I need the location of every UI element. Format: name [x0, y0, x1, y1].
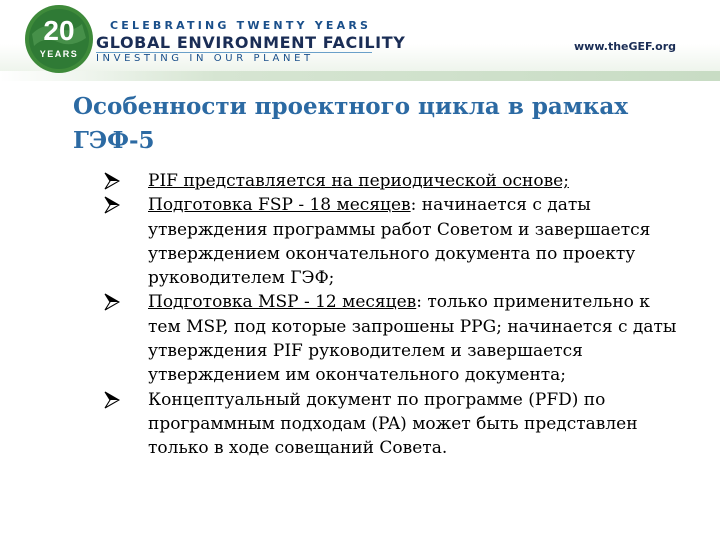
arrow-bullet-icon [104, 172, 120, 190]
bullet-text-underlined: Подготовка FSP - 18 месяцев [148, 195, 411, 216]
bullet-text-underlined: PIF представляется на периодической основе; [148, 171, 569, 191]
celebrating-text: CELEBRATING TWENTY YEARS [110, 19, 372, 32]
website-url[interactable]: www.theGEF.org [574, 40, 676, 53]
bullet-item [100, 193, 680, 290]
slide-title: Особенности проектного цикла в рамках ГЭФ-5 [73, 93, 629, 154]
logo-years: YEARS [39, 49, 79, 59]
bullet-list [100, 169, 680, 461]
gef-20-years-logo [24, 4, 94, 74]
arrow-bullet-icon [104, 293, 120, 311]
bullet-item [100, 290, 680, 387]
tagline: INVESTING IN OUR PLANET [96, 53, 314, 64]
bullet-item [100, 388, 680, 461]
header-band [0, 71, 720, 81]
bullet-item [100, 169, 680, 193]
bullet-text-underlined: Подготовка MSP - 12 месяцев [148, 292, 417, 313]
bullet-text: : начинается с даты утверждения программы работ Советом и завершается утверждением окончательного документа по проекту руководителем ГЭФ; [148, 195, 651, 289]
logo-number: 20 [43, 15, 75, 46]
arrow-bullet-icon [104, 196, 120, 214]
org-name: GLOBAL ENVIRONMENT FACILITY [96, 33, 406, 52]
arrow-bullet-icon [104, 391, 120, 409]
bullet-text: Концептуальный документ по программе (PFD) по программным подходам (PA) может быть представлен только в ходе совещаний Совета. [148, 389, 638, 459]
bullet-text: : только применительно к тем MSP, под которые запрошены PPG; начинается с даты утверждения PIF руководителем и завершается утверждением им окончательного документа; [148, 292, 677, 386]
header-banner [0, 0, 720, 80]
